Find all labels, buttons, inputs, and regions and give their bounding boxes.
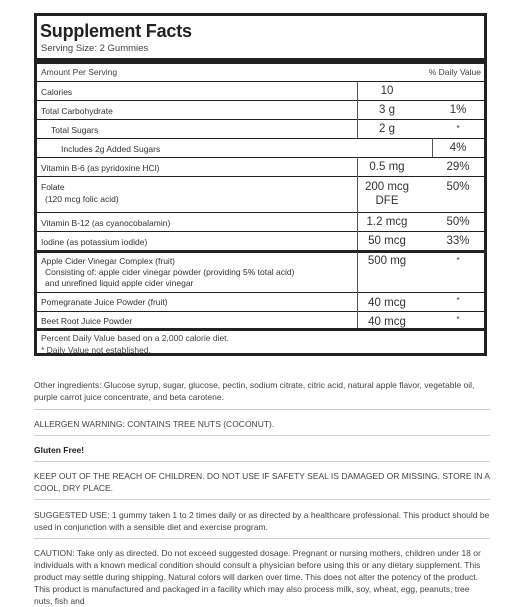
row-name: Total Carbohydrate [41, 106, 113, 116]
section-divider [34, 409, 490, 410]
row-amount: 200 mcg [364, 181, 410, 193]
daily-value-header: % Daily Value [428, 67, 481, 77]
row-amount: 2 g [379, 123, 395, 135]
row-name-sub: Consisting of: apple cider vinegar powder (providing 5% total acid) [45, 267, 295, 277]
row-dv: 4% [449, 142, 467, 154]
keep-out-warning: KEEP OUT OF THE REACH OF CHILDREN. DO NOT USE IF SAFETY SEAL IS DAMAGED OR MISSING. STORE IN A COOL, DRY PLACE. [34, 471, 490, 493]
row-dv: 1% [449, 104, 467, 116]
row-dv: 50% [446, 216, 470, 228]
facts-row-added-sugars [37, 138, 484, 157]
row-dv: 29% [446, 161, 470, 173]
row-amount-unit: DFE [375, 195, 399, 207]
row-amount: 40 mcg [368, 316, 406, 328]
serving-size: Serving Size: 2 Gummies [41, 43, 149, 54]
footnote-not-established: * Daily Value not established. [41, 345, 151, 355]
row-name: Vitamin B-6 (as pyridoxine HCl) [41, 163, 160, 173]
row-dv: 50% [446, 181, 470, 193]
supplement-facts-panel [34, 13, 487, 356]
row-name: Pomegranate Juice Powder (fruit) [41, 297, 168, 307]
suggested-use: SUGGESTED USE: 1 gummy taken 1 to 2 times daily or as directed by a healthcare professional. This product should be used in conjunction with a sensible diet and exercise program. [34, 510, 490, 532]
facts-divider-bottom [37, 328, 484, 331]
row-name: Vitamin B-12 (as cyanocobalamin) [41, 218, 171, 228]
facts-title: Supplement Facts [40, 21, 192, 41]
row-name: Beet Root Juice Powder [41, 316, 133, 326]
facts-row-apple-cider-vinegar [37, 250, 484, 292]
facts-row-vitamin-b6 [37, 157, 484, 176]
row-amount: 3 g [379, 104, 395, 116]
facts-row-pomegranate [37, 292, 484, 311]
row-dv: * [456, 256, 460, 265]
row-name: Iodine (as potassium iodide) [41, 237, 148, 247]
row-dv: * [456, 124, 460, 133]
row-dv: * [456, 296, 460, 305]
row-dv: 33% [446, 235, 470, 247]
facts-divider-thick [37, 58, 484, 64]
facts-row-iodine [37, 231, 484, 250]
row-name: Calories [41, 87, 73, 97]
row-amount: 50 mcg [368, 235, 406, 247]
facts-row-carbohydrate [37, 100, 484, 119]
footnote-daily-value: Percent Daily Value based on a 2,000 calorie diet. [41, 333, 229, 343]
amount-per-serving-header: Amount Per Serving [41, 67, 118, 77]
facts-row-calories [37, 81, 484, 100]
row-amount: 1.2 mcg [366, 216, 408, 228]
row-dv: * [456, 315, 460, 324]
row-amount: 40 mcg [368, 297, 406, 309]
section-divider [34, 499, 490, 500]
row-name: Apple Cider Vinegar Complex (fruit) [41, 256, 176, 266]
row-name-sub2: and unrefined liquid apple cider vinegar [45, 278, 194, 288]
caution-text: CAUTION: Take only as directed. Do not exceed suggested dosage. Pregnant or nursing mothers, children under 18 or individuals with a known medical condition should consult a physician before using this or any dietary supplement. This product may settle during shipping. Natural colors will darken over time. This does not alter the potency of the product. This product is manufactured and packaged in a facility which may also process milk, soy, wheat, egg, peanuts, tree nuts, fish and [34, 548, 481, 606]
section-divider [34, 435, 490, 436]
row-name-sub: (120 mcg folic acid) [45, 194, 119, 204]
row-name: Total Sugars [51, 125, 99, 135]
other-ingredients: Other ingredients: Glucose syrup, sugar, glucose, pectin, sodium citrate, citric acid, natural apple flavor, vegetable oil, purple carrot juice concentrate, and beta carotene. [34, 380, 475, 402]
facts-row-folate [37, 176, 484, 212]
row-name: Folate [41, 182, 65, 192]
row-amount: 10 [380, 85, 394, 97]
gluten-free-note: Gluten Free! [34, 445, 85, 455]
allergen-warning: ALLERGEN WARNING: CONTAINS TREE NUTS (COCONUT). [34, 419, 275, 429]
facts-row-sugars [37, 119, 484, 138]
facts-row-vitamin-b12 [37, 212, 484, 231]
row-amount: 500 mg [367, 255, 407, 267]
row-name: Includes 2g Added Sugars [61, 144, 161, 154]
section-divider [34, 461, 490, 462]
row-amount: 0.5 mg [369, 161, 405, 173]
section-divider [34, 538, 490, 539]
